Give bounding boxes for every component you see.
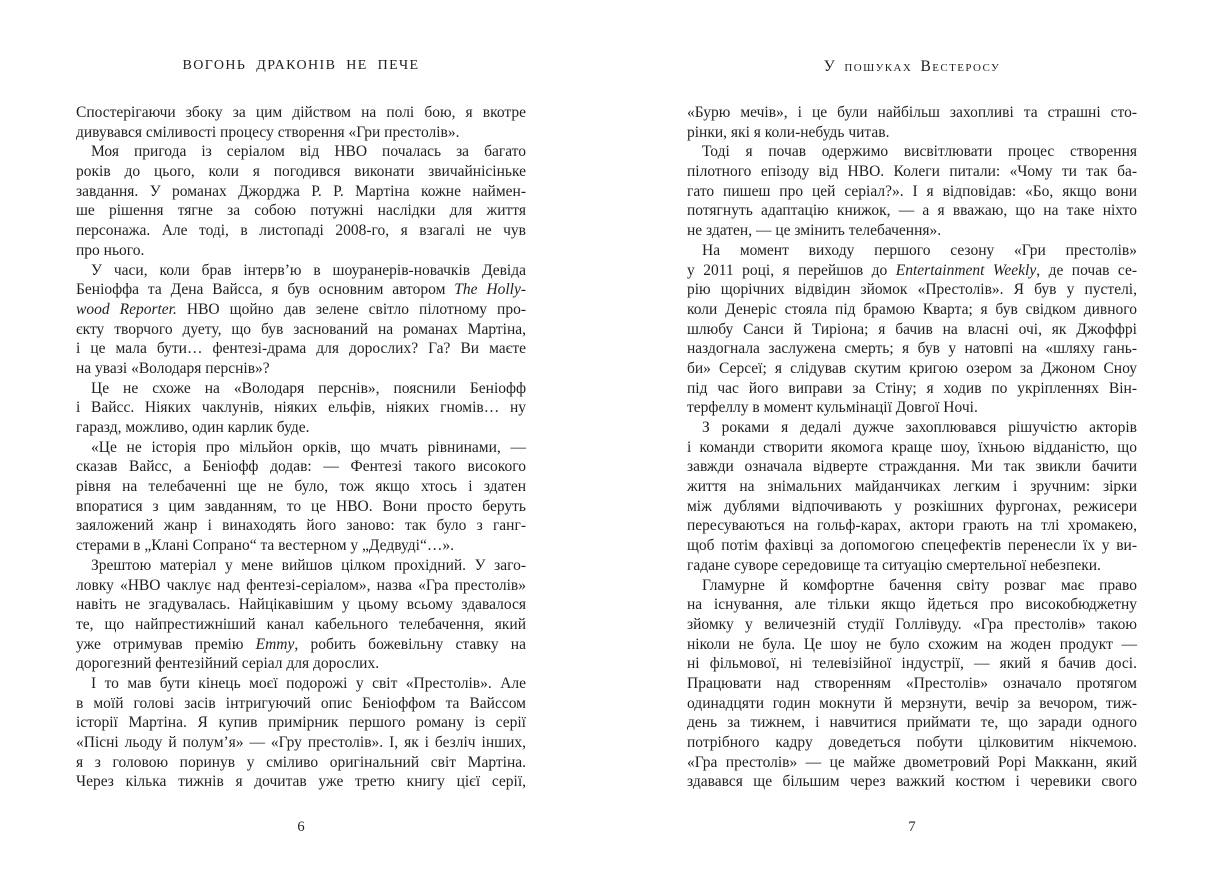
text-line: день за тижнем, і навчитися приймати те, що заради одного bbox=[687, 714, 1137, 732]
text-line: Моя пригода із серіалом від HBO почалась за багато bbox=[91, 143, 526, 161]
paragraph bbox=[687, 576, 1137, 793]
text-line: рівня на телебаченні ще не було, тож якщо хтось і здатен bbox=[76, 478, 526, 496]
text-line: «Пісні льоду й полум’я» — «Гру престолів». І, як і безліч інших, bbox=[76, 734, 526, 751]
text-line: потягнуть адаптацію книжок, — а я вважаю, що на таке ніхто bbox=[687, 202, 1137, 220]
text-line: ше рішення тягне за собою потужні наслідки для життя bbox=[76, 202, 526, 220]
text-line: пілотного епізоду від HBO. Колеги питали: «Чому ти так ба- bbox=[687, 163, 1137, 181]
right-page-body bbox=[687, 103, 1137, 792]
text-line: терфеллу в момент кульмінації Довгої Ночі. bbox=[687, 399, 978, 417]
text-line: персонажа. Але тоді, в листопаді 2008-го, я взагалі не чув bbox=[76, 222, 526, 240]
text-line: і Вайсс. Ніяких чаклунів, ніяких ельфів, ніяких гномів… ну bbox=[76, 399, 526, 417]
paragraph bbox=[76, 438, 526, 556]
text-line: здавався ще більшим через важкий костюм і черевики свого bbox=[687, 773, 1137, 791]
text-line: єкту творчого дуету, що був заснований на романах Мартіна, bbox=[76, 320, 526, 338]
text-line: wood Reporter. HBO щойно дав зелене світло пілотному про- bbox=[76, 300, 526, 318]
text-line: життя на знімальних майданчиках легким і зручним: зірки bbox=[687, 478, 1137, 496]
text-line: стерами в „Клані Сопрано“ та вестерном у „Дедвуді“…». bbox=[76, 537, 454, 555]
text-line: На момент виходу першого сезону «Гри престолів» bbox=[702, 241, 1137, 259]
text-line: наздогнала заслужена смерть; я був у натовпі на «шляху гань- bbox=[687, 340, 1137, 358]
text-line: гаразд, можливо, один карлик буде. bbox=[76, 419, 310, 436]
text-line: Через кілька тижнів я дочитав уже третю книгу цієї серії, bbox=[76, 773, 526, 791]
text-line: впоратися з цим завданням, то це HBO. Вони просто беруть bbox=[76, 497, 526, 515]
paragraph bbox=[687, 418, 1137, 576]
text-line: рію щорічних відвідин зйомок «Престолів». Я був у пустелі, bbox=[687, 281, 1137, 299]
paragraph bbox=[687, 241, 1137, 418]
text-line: коли Денеріс стояла під брамою Кварта; я був свідком дивного bbox=[687, 300, 1137, 318]
text-line: між дублями відпочивають у розкішних фургонах, режисери bbox=[687, 497, 1137, 515]
text-line: би» Серсеї; я слідував скутим кригою озером за Джоном Сноу bbox=[687, 359, 1137, 377]
text-line: років до цього, коли я погодився виконати звичайнісіньке bbox=[76, 163, 526, 181]
text-line: навіть не згадувалась. Найцікавішим у цьому всьому здавалося bbox=[76, 596, 526, 614]
paragraph bbox=[76, 379, 526, 438]
text-line: З роками я дедалі дужче захоплювався рішучістю акторів bbox=[702, 419, 1137, 436]
text-line: шлюбу Санси й Тиріона; я бачив на власні очі, як Джоффрі bbox=[687, 320, 1137, 338]
text-line: заяложений жанр і винаходять його заново: так було з ганг- bbox=[76, 517, 526, 535]
paragraph bbox=[76, 674, 526, 792]
text-line: у 2011 році, я перейшов до Entertainment Weekly, де почав се- bbox=[687, 261, 1137, 279]
text-line: під час його виправи за Стіну; я ходив по укріпленнях Він- bbox=[687, 379, 1137, 397]
text-line: У часи, коли брав інтерв’ю в шоуранерів-новачків Девіда bbox=[91, 261, 526, 279]
text-line: і це мала бути… фентезі-драма для дорослих? Га? Ви маєте bbox=[76, 340, 526, 358]
text-line: про нього. bbox=[76, 241, 145, 259]
text-line: ні фільмової, ні телевізійної індустрії, — який я бачив досі. bbox=[687, 655, 1137, 673]
text-line: ніколи не була. Це шоу не було схожим на жоден продукт — bbox=[687, 635, 1137, 653]
text-line: Беніоффа та Дена Вайсса, я був основним автором The Holly- bbox=[76, 281, 526, 299]
left-page-body bbox=[76, 103, 526, 792]
page-number-left: 6 bbox=[297, 819, 305, 835]
text-line: на увазі «Володаря перснів»? bbox=[76, 359, 270, 377]
text-line: дивувався сміливості процесу створення «Гри престолів». bbox=[76, 123, 460, 141]
text-line: уже отримував премію Emmy, робить божевільну ставку на bbox=[76, 635, 526, 653]
text-line: не здатен, — це змінить телебачення». bbox=[687, 222, 942, 240]
text-line: рінки, які я коли-небудь читав. bbox=[687, 123, 890, 141]
text-line: пересуваються на гольф-карах, актори грають на тлі хромакею, bbox=[687, 517, 1137, 535]
paragraph bbox=[76, 103, 526, 142]
text-line: «Бурю мечів», і це були найбільш захопливі та страшні сто- bbox=[687, 104, 1137, 121]
text-line: Гламурне й комфортне бачення світу розваг має право bbox=[702, 576, 1137, 594]
text-line: гадане суворе середовище та ситуацію смертельної небезпеки. bbox=[687, 556, 1101, 574]
paragraph bbox=[687, 142, 1137, 240]
text-line: потрібного кадру доведеться побути цілковитим нікчемою. bbox=[687, 734, 1137, 751]
text-line: «Це не історія про мільйон орків, що мчать рівнинами, — bbox=[91, 438, 526, 456]
right-page bbox=[687, 0, 1137, 882]
running-header-chapter-title: У пошуках Вестеросу bbox=[823, 58, 1001, 75]
text-line: завжди означала відверте страждання. Ми так звикли бачити bbox=[687, 458, 1137, 476]
paragraph bbox=[687, 103, 1137, 142]
text-line: в моїй голові засів інтригуючий опис Беніоффом та Вайссом bbox=[76, 694, 526, 712]
page-number-right: 7 bbox=[908, 819, 916, 835]
paragraph bbox=[76, 556, 526, 674]
text-line: на існування, але тільки якщо йдеться про високобюджетну bbox=[687, 596, 1137, 614]
text-line: щоб потім фахівці за допомогою спецефектів перенесли їх у ви- bbox=[687, 537, 1137, 555]
text-line: Працювати над створенням «Престолів» означало протягом bbox=[687, 674, 1137, 692]
text-line: І то мав бути кінець моєї подорожі у світ «Престолів». Але bbox=[91, 674, 526, 692]
running-header-book-title: ВОГОНЬ ДРАКОНІВ НЕ ПЕЧЕ bbox=[182, 58, 420, 73]
text-line: сказав Вайсс, а Беніофф додав: — Фентезі такого високого bbox=[76, 458, 526, 476]
text-line: дорогезний фентезійний серіал для дорослих. bbox=[76, 655, 380, 673]
text-line: історії Мартіна. Я купив примірник першого роману із серії bbox=[76, 714, 526, 732]
left-page bbox=[76, 0, 526, 882]
text-line: одинадцяти годин мокнути й мерзнути, вечір за вечором, тиж- bbox=[687, 694, 1137, 712]
text-line: ловку «HBO чаклує над фентезі-серіалом», назва «Гра престолів» bbox=[76, 576, 526, 594]
text-line: Спостерігаючи збоку за цим дійством на полі бою, я вкотре bbox=[76, 104, 526, 121]
paragraph bbox=[76, 142, 526, 260]
text-line: я з головою поринув у сміливо оригінальний світ Мартіна. bbox=[76, 753, 526, 771]
text-line: те, що найпрестижніший канал кабельного телебачення, який bbox=[76, 615, 526, 633]
text-line: Зрештою матеріал у мене вийшов цілком прохідний. У заго- bbox=[91, 556, 526, 574]
text-line: завдання. У романах Джорджа Р. Р. Мартіна кожне наймен- bbox=[76, 182, 526, 200]
text-line: гато пишеш про цей серіал?». І я відповідав: «Бо, якщо вони bbox=[687, 182, 1137, 200]
text-line: Тоді я почав одержимо висвітлювати процес створення bbox=[702, 143, 1137, 161]
paragraph bbox=[76, 261, 526, 379]
text-line: зйомку у величезній студії Голлівуду. «Гра престолів» такою bbox=[687, 615, 1137, 633]
text-line: і команди створити якомога краще шоу, їхньою відданістю, що bbox=[687, 438, 1137, 456]
text-line: Це не схоже на «Володаря перснів», пояснили Беніофф bbox=[91, 379, 526, 397]
text-line: «Гра престолів» — це майже двометровий Рорі Макканн, який bbox=[687, 753, 1137, 771]
